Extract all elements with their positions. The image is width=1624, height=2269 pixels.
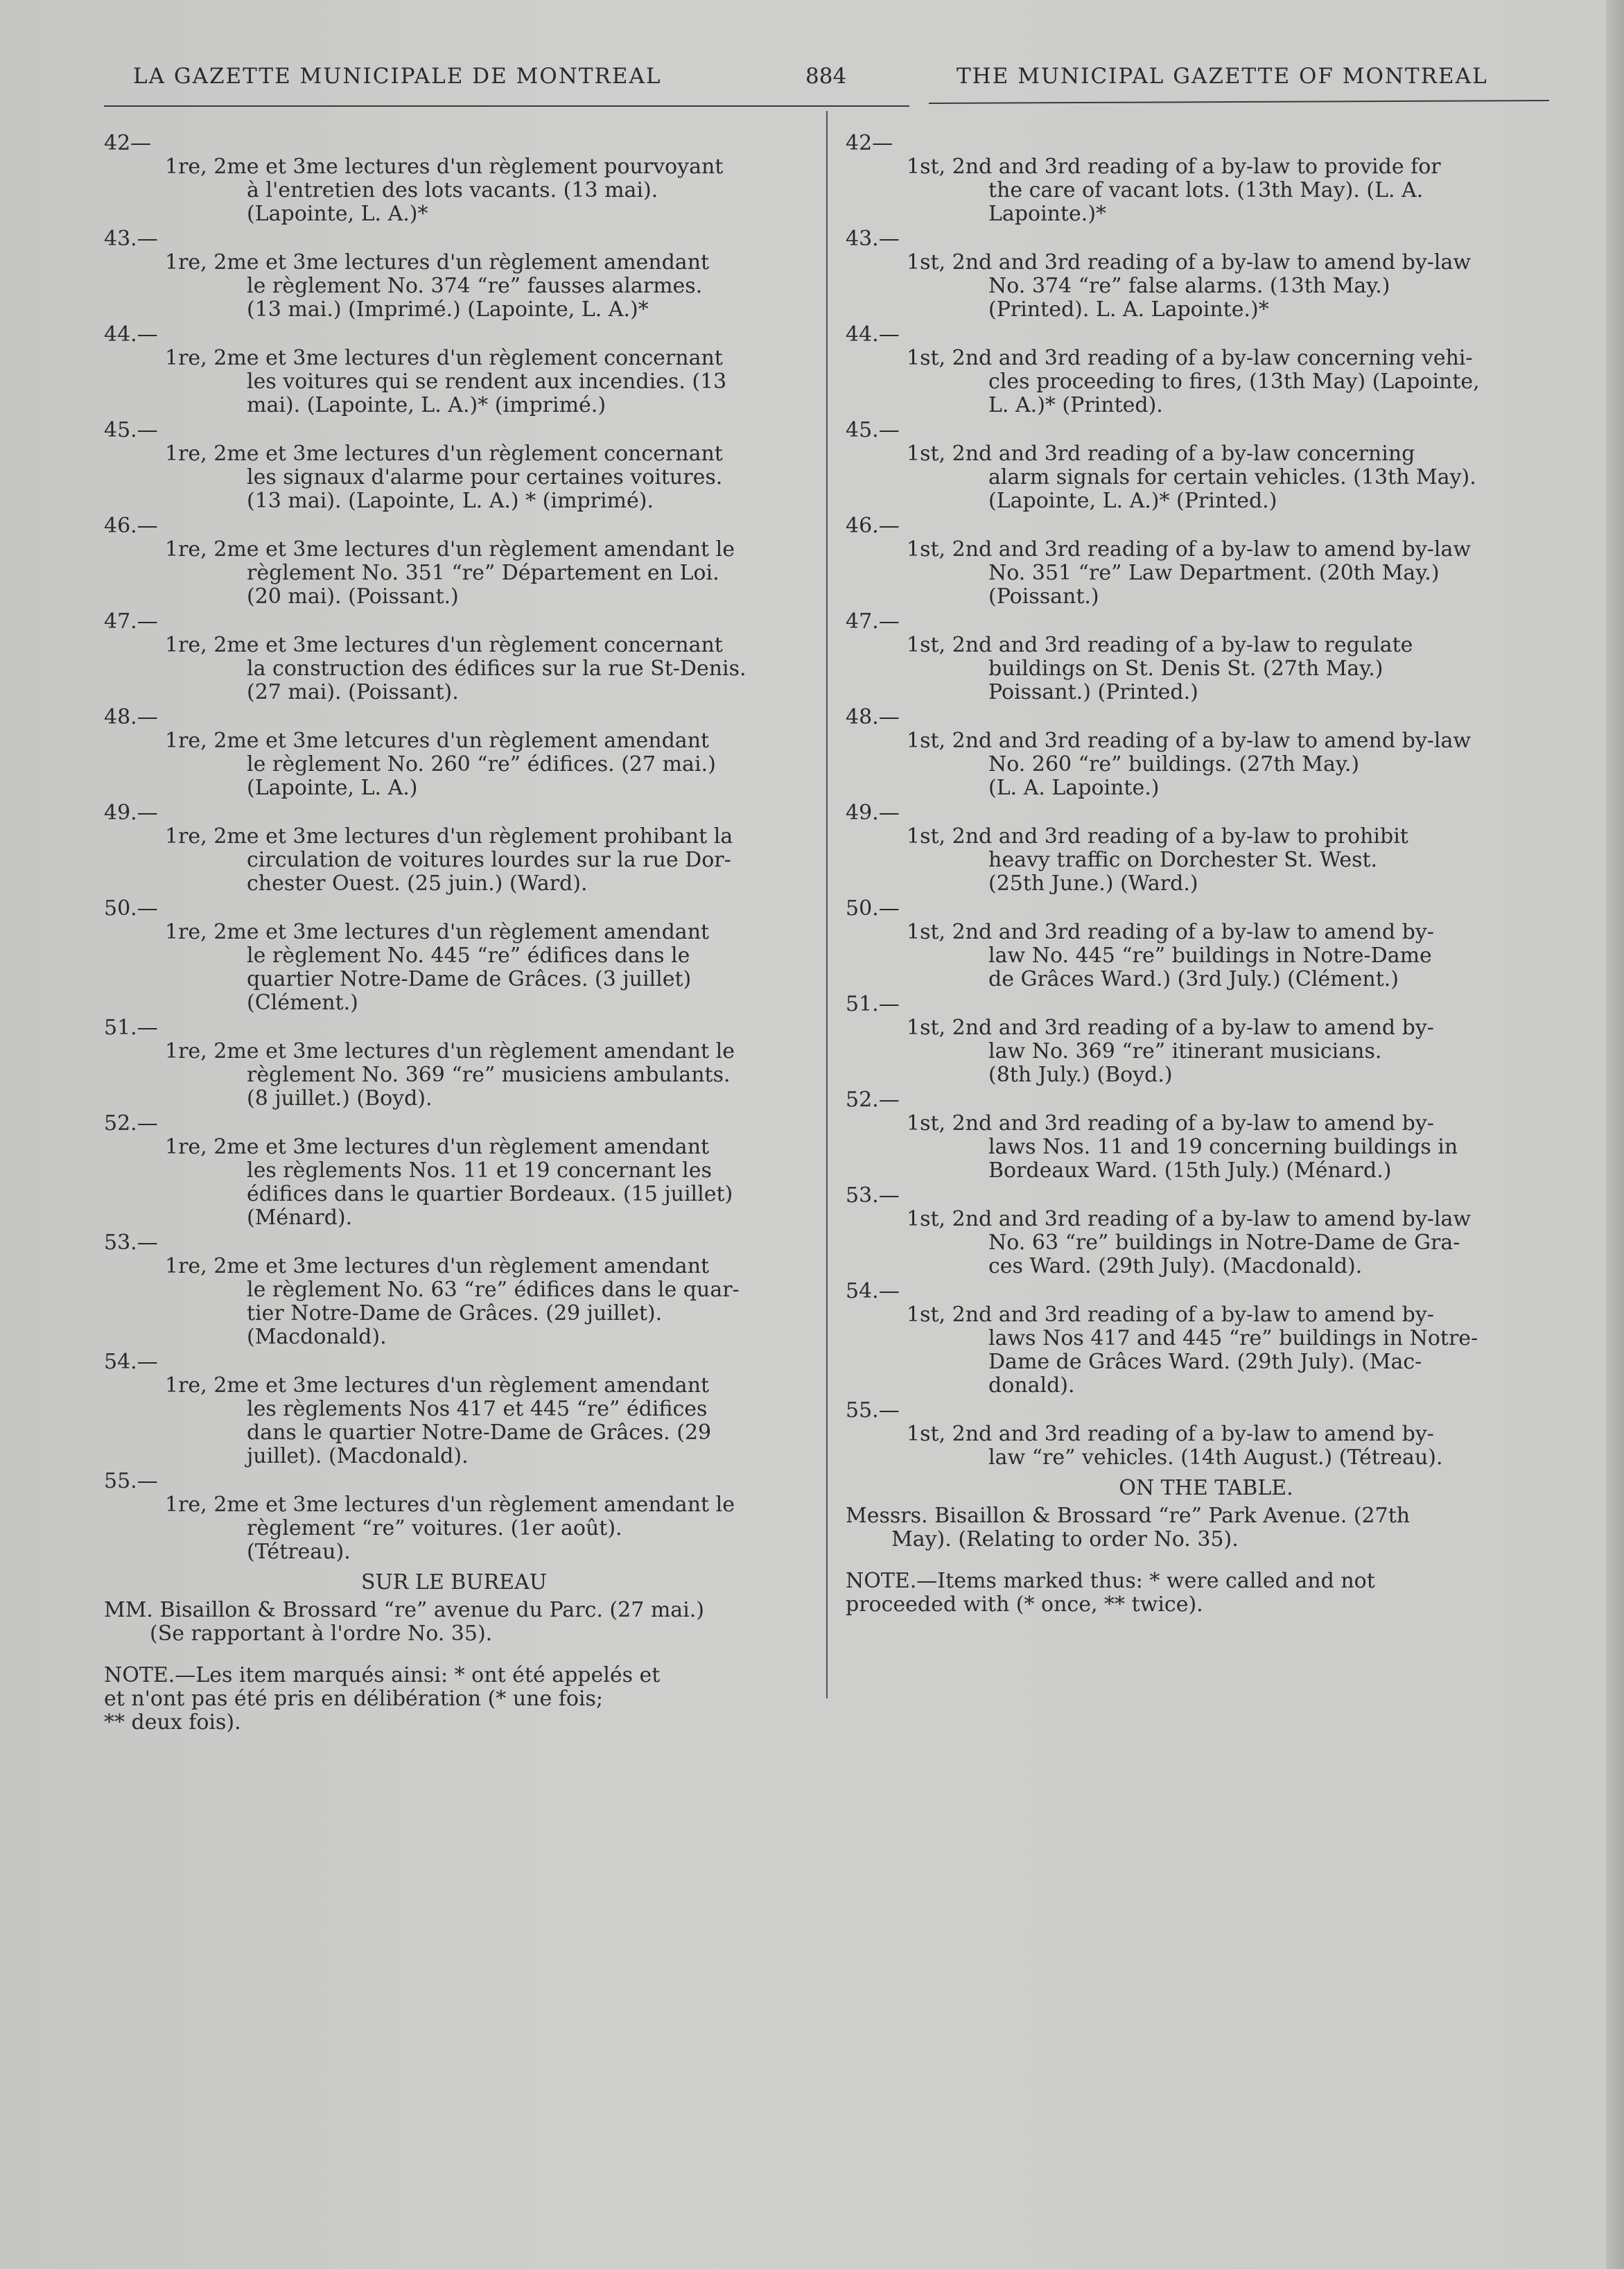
item-continuation-line: de Grâces Ward.) (3rd July.) (Clément.) [988, 967, 1399, 991]
item-number: 45.— [104, 418, 158, 442]
item-first-line: 1st, 2nd and 3rd reading of a by-law to amend by- [907, 1422, 1434, 1446]
french-agenda-item [104, 706, 804, 800]
french-agenda-item [104, 1350, 804, 1468]
french-agenda-item [104, 227, 804, 322]
english-agenda-item [846, 1088, 1566, 1183]
french-agenda-item [104, 1231, 804, 1349]
item-text [104, 347, 804, 417]
item-number: 44.— [846, 322, 900, 347]
item-continuation-line: No. 351 “re” Law Department. (20th May.) [988, 561, 1440, 585]
item-number: 52.— [104, 1111, 158, 1136]
item-continuation-line: règlement No. 369 “re” musiciens ambulants. [247, 1063, 731, 1087]
item-text [104, 729, 804, 800]
item-number: 42— [846, 131, 893, 155]
item-number: 43.— [104, 227, 158, 251]
english-agenda-item [846, 1184, 1566, 1278]
item-continuation-line: heavy traffic on Dorchester St. West. [988, 848, 1378, 872]
item-continuation-line: circulation de voitures lourdes sur la rue Dor- [247, 848, 731, 872]
item-text [104, 825, 804, 896]
english-column [846, 132, 1566, 1617]
item-continuation-line: alarm signals for certain vehicles. (13th May). [988, 465, 1476, 489]
item-continuation-line: (Macdonald). [247, 1325, 387, 1349]
item-continuation-line: (13 mai). (Lapointe, L. A.) * (imprimé). [247, 489, 654, 513]
item-continuation-line: (25th June.) (Ward.) [988, 871, 1198, 896]
table-entry-line: Messrs. Bisaillon & Brossard “re” Park Avenue. (27th [846, 1504, 1411, 1528]
item-continuation-line: Bordeaux Ward. (15th July.) (Ménard.) [988, 1158, 1392, 1183]
item-number: 43.— [846, 227, 900, 251]
item-number: 42— [104, 131, 152, 155]
item-first-line: 1st, 2nd and 3rd reading of a by-law to regulate [907, 633, 1413, 657]
page-edge-shadow [1606, 0, 1624, 2269]
item-continuation-line: les règlements Nos. 11 et 19 concernant les [247, 1158, 712, 1183]
item-continuation-line: laws Nos 417 and 445 “re” buildings in Notre- [988, 1326, 1478, 1350]
english-agenda-item [846, 132, 1566, 226]
item-continuation-line: quartier Notre-Dame de Grâces. (3 juillet) [247, 967, 692, 991]
item-first-line: 1re, 2me et 3me lectures d'un règlement pourvoyant [165, 155, 724, 179]
note-line: ** deux fois). [104, 1710, 241, 1735]
table-entry-line: May). (Relating to order No. 35). [891, 1527, 1239, 1551]
french-agenda-item [104, 1016, 804, 1111]
item-continuation-line: à l'entretien des lots vacants. (13 mai). [247, 178, 658, 202]
item-continuation-line: (Ménard). [247, 1206, 353, 1230]
english-note [846, 1570, 1566, 1617]
item-continuation-line: le règlement No. 63 “re” édifices dans le quar- [247, 1278, 740, 1302]
item-number: 48.— [104, 705, 158, 729]
item-number: 45.— [846, 418, 900, 442]
item-continuation-line: le règlement No. 374 “re” fausses alarmes. [247, 274, 703, 298]
note-line: proceeded with (* once, ** twice). [846, 1592, 1203, 1617]
item-number: 47.— [104, 609, 158, 634]
item-first-line: 1st, 2nd and 3rd reading of a by-law concerning [907, 442, 1415, 466]
item-text [846, 442, 1566, 513]
header-rule-left [104, 105, 909, 107]
item-text [104, 251, 804, 322]
item-continuation-line: tier Notre-Dame de Grâces. (29 juillet). [247, 1301, 663, 1325]
item-continuation-line: law No. 369 “re” itinerant musicians. [988, 1039, 1382, 1063]
english-agenda-item [846, 1399, 1566, 1470]
french-table-entry [104, 1599, 804, 1646]
english-agenda-item [846, 419, 1566, 513]
item-first-line: 1re, 2me et 3me lectures d'un règlement amendant [165, 1254, 710, 1278]
item-first-line: 1re, 2me et 3me lectures d'un règlement concernant [165, 442, 723, 466]
item-number: 55.— [104, 1469, 158, 1493]
item-text [104, 921, 804, 1015]
french-agenda-item [104, 132, 804, 226]
item-continuation-line: (Tétreau). [247, 1540, 351, 1564]
item-number: 54.— [104, 1350, 158, 1374]
item-continuation-line: (Clément.) [247, 991, 358, 1015]
item-continuation-line: chester Ouest. (25 juin.) (Ward). [247, 871, 588, 896]
item-continuation-line: law “re” vehicles. (14th August.) (Tétreau). [988, 1445, 1443, 1470]
english-agenda-item [846, 323, 1566, 417]
item-continuation-line: law No. 445 “re” buildings in Notre-Dame [988, 944, 1432, 968]
item-continuation-line: le règlement No. 260 “re” édifices. (27 mai.) [247, 752, 716, 776]
item-continuation-line: laws Nos. 11 and 19 concerning buildings in [988, 1135, 1458, 1159]
item-first-line: 1st, 2nd and 3rd reading of a by-law to amend by- [907, 920, 1434, 944]
item-text [846, 1016, 1566, 1087]
item-continuation-line: les voitures qui se rendent aux incendies. (13 [247, 370, 727, 394]
item-first-line: 1st, 2nd and 3rd reading of a by-law to amend by- [907, 1111, 1434, 1136]
item-number: 49.— [846, 801, 900, 825]
item-continuation-line: les règlements Nos 417 et 445 “re” édifices [247, 1397, 708, 1421]
item-number: 50.— [104, 896, 158, 921]
item-continuation-line: dans le quartier Notre-Dame de Grâces. (29 [247, 1420, 712, 1445]
note-line: NOTE.—Items marked thus: * were called and not [846, 1569, 1375, 1593]
french-note [104, 1664, 804, 1735]
item-text [104, 155, 804, 226]
english-agenda-item [846, 706, 1566, 800]
english-agenda-item [846, 801, 1566, 896]
item-text [846, 1208, 1566, 1278]
table-entry-line: (Se rapportant à l'ordre No. 35). [150, 1622, 493, 1646]
item-continuation-line: édifices dans le quartier Bordeaux. (15 juillet) [247, 1182, 733, 1206]
note-line: et n'ont pas été pris en délibération (* une fois; [104, 1687, 604, 1711]
item-first-line: 1re, 2me et 3me lectures d'un règlement amendant le [165, 1039, 735, 1063]
item-continuation-line: (Printed). L. A. Lapointe.)* [988, 297, 1269, 322]
french-agenda-item [104, 514, 804, 609]
item-number: 49.— [104, 801, 158, 825]
item-text [846, 1303, 1566, 1398]
item-text [846, 1112, 1566, 1183]
item-continuation-line: No. 63 “re” buildings in Notre-Dame de Gra- [988, 1231, 1460, 1255]
item-first-line: 1st, 2nd and 3rd reading of a by-law to prohibit [907, 824, 1408, 849]
item-number: 51.— [104, 1016, 158, 1040]
item-text [104, 538, 804, 609]
english-agenda-item [846, 1280, 1566, 1398]
item-continuation-line: les signaux d'alarme pour certaines voitures. [247, 465, 723, 489]
item-first-line: 1re, 2me et 3me letcures d'un règlement amendant [165, 729, 710, 753]
french-agenda-item [104, 610, 804, 704]
item-first-line: 1st, 2nd and 3rd reading of a by-law to amend by-law [907, 250, 1472, 275]
english-table-entry [846, 1504, 1566, 1551]
item-text [104, 1374, 804, 1468]
item-continuation-line: (8 juillet.) (Boyd). [247, 1086, 433, 1111]
english-table-heading: ON THE TABLE. [1119, 1476, 1293, 1500]
item-text [846, 729, 1566, 800]
item-continuation-line: (Lapointe, L. A.)* [247, 202, 428, 226]
english-agenda-item [846, 514, 1566, 609]
item-text [104, 1040, 804, 1111]
item-number: 51.— [846, 992, 900, 1016]
item-number: 48.— [846, 705, 900, 729]
english-agenda-item [846, 227, 1566, 322]
french-agenda-item [104, 1112, 804, 1230]
item-text [846, 538, 1566, 609]
french-column [104, 132, 804, 1735]
item-text [104, 1493, 804, 1564]
item-continuation-line: (Lapointe, L. A.) [247, 776, 418, 800]
item-continuation-line: No. 260 “re” buildings. (27th May.) [988, 752, 1360, 776]
item-continuation-line: L. A.)* (Printed). [988, 393, 1163, 417]
item-first-line: 1st, 2nd and 3rd reading of a by-law to provide for [907, 155, 1441, 179]
item-continuation-line: Lapointe.)* [988, 202, 1107, 226]
item-first-line: 1re, 2me et 3me lectures d'un règlement amendant [165, 250, 710, 275]
item-first-line: 1st, 2nd and 3rd reading of a by-law to amend by-law [907, 729, 1472, 753]
table-entry-line: MM. Bisaillon & Brossard “re” avenue du Parc. (27 mai.) [104, 1598, 704, 1622]
item-number: 46.— [104, 514, 158, 538]
item-first-line: 1st, 2nd and 3rd reading of a by-law to amend by- [907, 1303, 1434, 1327]
item-continuation-line: (13 mai.) (Imprimé.) (Lapointe, L. A.)* [247, 297, 649, 322]
item-first-line: 1re, 2me et 3me lectures d'un règlement prohibant la [165, 824, 733, 849]
item-text [846, 1423, 1566, 1470]
item-text [846, 825, 1566, 896]
item-text [846, 155, 1566, 226]
item-first-line: 1st, 2nd and 3rd reading of a by-law to amend by- [907, 1016, 1434, 1040]
item-text [846, 921, 1566, 991]
item-continuation-line: (27 mai). (Poissant). [247, 680, 459, 704]
page-header [0, 64, 1624, 98]
item-text [104, 1136, 804, 1230]
item-continuation-line: ces Ward. (29th July). (Macdonald). [988, 1254, 1363, 1278]
item-continuation-line: (L. A. Lapointe.) [988, 776, 1160, 800]
item-first-line: 1re, 2me et 3me lectures d'un règlement amendant le [165, 537, 735, 562]
item-text [104, 1255, 804, 1349]
item-text [104, 442, 804, 513]
item-continuation-line: (Poissant.) [988, 584, 1099, 609]
item-number: 44.— [104, 322, 158, 347]
item-continuation-line: Poissant.) (Printed.) [988, 680, 1198, 704]
item-number: 53.— [846, 1183, 900, 1208]
item-first-line: 1re, 2me et 3me lectures d'un règlement concernant [165, 346, 723, 370]
item-continuation-line: the care of vacant lots. (13th May). (L. A. [988, 178, 1424, 202]
item-continuation-line: donald). [988, 1373, 1075, 1398]
item-continuation-line: règlement No. 351 “re” Département en Loi. [247, 561, 719, 585]
item-first-line: 1re, 2me et 3me lectures d'un règlement amendant le [165, 1493, 735, 1517]
item-continuation-line: règlement “re” voitures. (1er août). [247, 1516, 622, 1540]
item-first-line: 1st, 2nd and 3rd reading of a by-law to amend by-law [907, 1207, 1472, 1231]
item-text [846, 347, 1566, 417]
item-continuation-line: cles proceeding to fires, (13th May) (Lapointe, [988, 370, 1480, 394]
item-first-line: 1st, 2nd and 3rd reading of a by-law concerning vehi- [907, 346, 1473, 370]
item-first-line: 1re, 2me et 3me lectures d'un règlement concernant [165, 633, 723, 657]
item-continuation-line: (20 mai). (Poissant.) [247, 584, 459, 609]
english-agenda-item [846, 897, 1566, 991]
item-number: 46.— [846, 514, 900, 538]
item-first-line: 1re, 2me et 3me lectures d'un règlement amendant [165, 1135, 710, 1159]
item-number: 54.— [846, 1279, 900, 1303]
item-number: 47.— [846, 609, 900, 634]
item-text [846, 251, 1566, 322]
item-continuation-line: le règlement No. 445 “re” édifices dans le [247, 944, 690, 968]
english-agenda-item [846, 610, 1566, 704]
note-line: NOTE.—Les item marqués ainsi: * ont été appelés et [104, 1663, 661, 1687]
item-continuation-line: juillet). (Macdonald). [247, 1444, 469, 1468]
item-first-line: 1re, 2me et 3me lectures d'un règlement amendant [165, 1373, 710, 1398]
header-english-title: THE MUNICIPAL GAZETTE OF MONTREAL [957, 64, 1488, 89]
french-agenda-item [104, 419, 804, 513]
item-text [104, 634, 804, 704]
item-continuation-line: Dame de Grâces Ward. (29th July). (Mac- [988, 1350, 1422, 1374]
item-number: 53.— [104, 1231, 158, 1255]
french-agenda-item [104, 323, 804, 417]
item-number: 52.— [846, 1088, 900, 1112]
item-continuation-line: No. 374 “re” false alarms. (13th May.) [988, 274, 1390, 298]
item-continuation-line: mai). (Lapointe, L. A.)* (imprimé.) [247, 393, 606, 417]
french-agenda-item [104, 801, 804, 896]
item-continuation-line: la construction des édifices sur la rue St-Denis. [247, 657, 746, 681]
item-continuation-line: buildings on St. Denis St. (27th May.) [988, 657, 1383, 681]
english-agenda-item [846, 993, 1566, 1087]
page-number: 884 [805, 64, 847, 89]
item-continuation-line: (Lapointe, L. A.)* (Printed.) [988, 489, 1277, 513]
item-number: 55.— [846, 1398, 900, 1423]
item-continuation-line: (8th July.) (Boyd.) [988, 1063, 1173, 1087]
column-divider [826, 111, 828, 1698]
french-table-heading: SUR LE BUREAU [360, 1570, 548, 1594]
item-text [846, 634, 1566, 704]
french-agenda-item [104, 1470, 804, 1564]
item-first-line: 1st, 2nd and 3rd reading of a by-law to amend by-law [907, 537, 1472, 562]
french-agenda-item [104, 897, 804, 1015]
header-french-title: LA GAZETTE MUNICIPALE DE MONTREAL [133, 64, 662, 89]
item-first-line: 1re, 2me et 3me lectures d'un règlement amendant [165, 920, 710, 944]
item-number: 50.— [846, 896, 900, 921]
